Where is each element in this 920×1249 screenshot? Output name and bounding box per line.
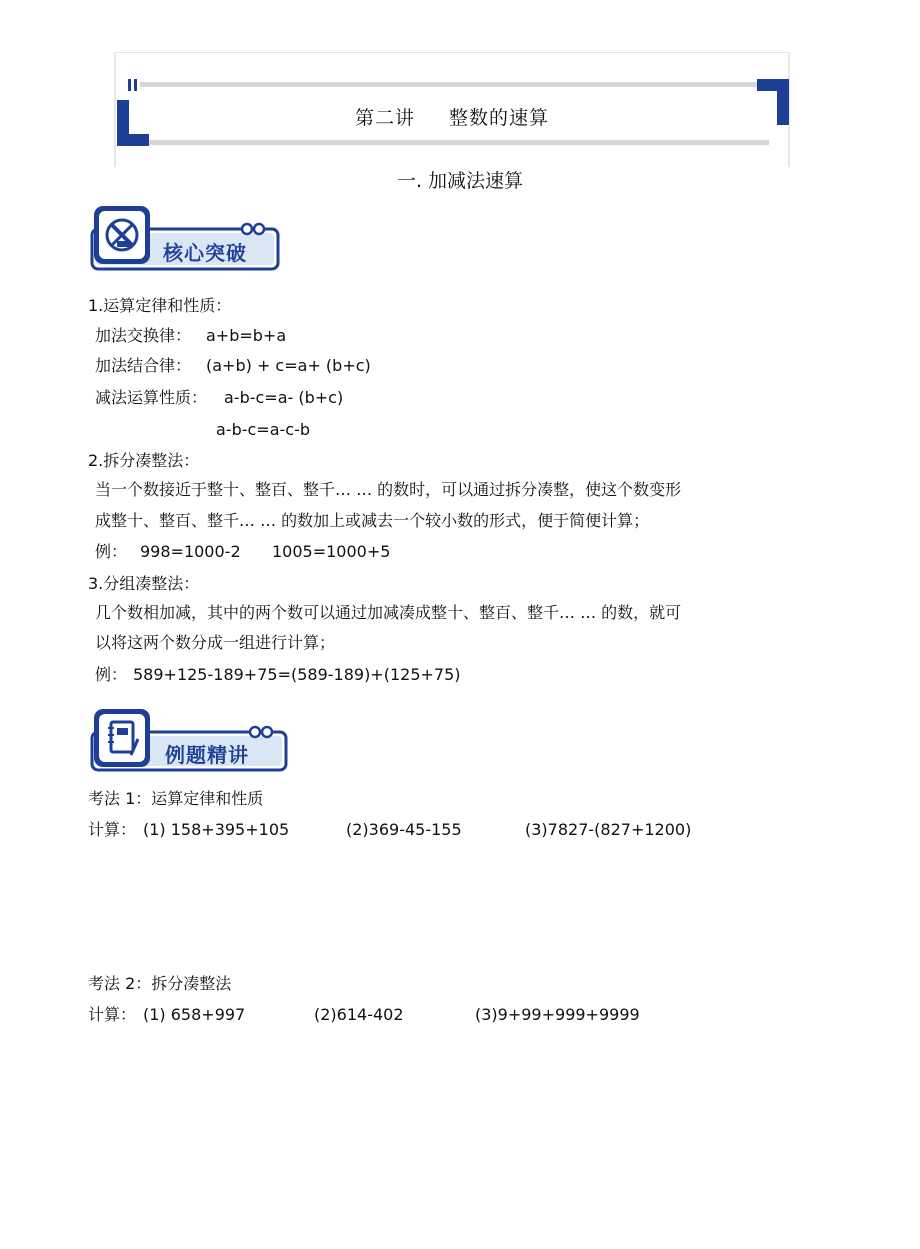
lecture-number: 第二讲 [354,107,415,129]
method2-title: 考法 2：拆分凑整法 [88,974,232,993]
item3-example-label: 例： [95,665,128,684]
method2-question-2: (2)614-402 [314,1005,404,1024]
sub-property-formula-2: a-b-c=a-c-b [216,420,311,439]
core-breakthrough-badge [89,203,281,273]
sub-property-label: 减法运算性质： [95,388,208,407]
item2-example-2: 1005=1000+5 [272,542,391,561]
example-lecture-badge [89,706,281,776]
method1-question-2: (2)369-45-155 [346,820,462,839]
method1-prompt: 计算： [88,820,137,839]
sub-property-formula-1: a-b-c=a- (b+c) [224,388,344,407]
item2-example-label: 例： [95,542,128,561]
method2-prompt: 计算： [88,1005,137,1024]
notebook-icon [105,719,139,757]
item2-title: 2.拆分凑整法： [88,451,200,470]
add-associative-label: 加法结合律： [95,356,192,375]
item2-text-line1: 当一个数接近于整十、整百、整千… … 的数时，可以通过拆分凑整，使这个数变形 [95,480,682,499]
badge-label: 核心突破 [163,241,247,265]
item2-text-line2: 成整十、整百、整千… … 的数加上或减去一个较小数的形式，便于简便计算； [95,511,650,530]
item3-text-line2: 以将这两个数分成一组进行计算； [95,633,336,652]
method1-question-3: (3)7827-(827+1200) [525,820,692,839]
method1-question-1: (1) 158+395+105 [143,820,290,839]
add-commutative-formula: a+b=b+a [206,326,287,345]
section-heading: 一. 加减法速算 [396,170,524,192]
method1-title: 考法 1：运算定律和性质 [88,789,264,808]
method2-question-1: (1) 658+997 [143,1005,246,1024]
item3-example: 589+125-189+75=(589-189)+(125+75) [133,665,461,684]
lecture-title [114,103,790,130]
add-commutative-label: 加法交换律： [95,326,192,345]
badge-label: 例题精讲 [165,743,249,767]
lecture-topic: 整数的速算 [449,107,550,129]
item3-text-line1: 几个数相加减，其中的两个数可以通过加减凑成整十、整百、整千… … 的数，就可 [95,603,682,622]
pencil-ruler-icon [104,215,140,255]
method2-question-3: (3)9+99+999+9999 [475,1005,640,1024]
add-associative-formula: (a+b) + c=a+ (b+c) [206,356,371,375]
item3-title: 3.分组凑整法： [88,574,200,593]
item2-example-1: 998=1000-2 [140,542,241,561]
item1-title: 1.运算定律和性质： [88,296,232,315]
